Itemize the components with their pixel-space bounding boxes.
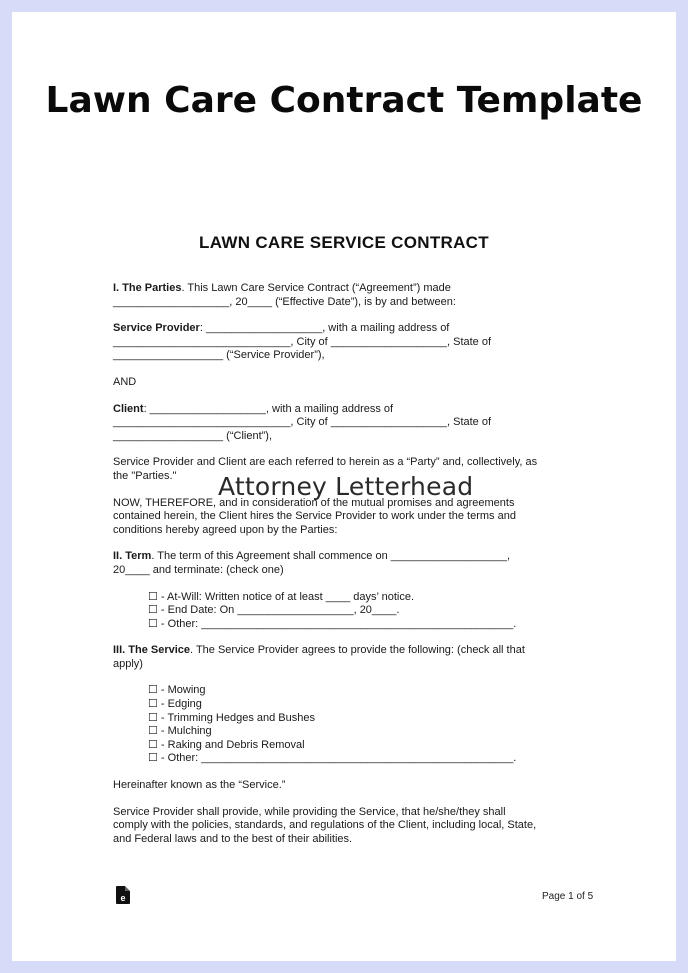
service-line2: apply) [113,657,143,670]
service-option-edging[interactable]: ☐ - Edging [148,698,202,711]
term-label: II. Term [113,550,152,563]
compliance-line1: Service Provider shall provide, while providing the Service, that he/she/they shall [113,805,506,818]
now-therefore-line3: conditions hereby agreed upon by the Parties: [113,523,338,536]
term-options [148,591,583,632]
compliance-section [113,806,583,847]
parties-section [113,282,583,309]
banner-title: Lawn Care Contract Template [45,80,643,121]
service-option-other[interactable]: ☐ - Other: ___________________________________________________. [148,752,517,765]
term-option-end-date[interactable]: ☐ - End Date: On ___________________, 20____. [148,604,400,617]
client-line2: _____________________________, City of ___________________, State of [113,416,492,429]
now-therefore [113,497,583,538]
client-section [113,403,583,444]
service-section [113,644,583,671]
compliance-line3: and Federal laws and to the best of their abilities. [113,832,353,845]
client-label: Client [113,402,144,415]
now-therefore-line1: NOW, THEREFORE, and in consideration of the mutual promises and agreements [113,496,515,509]
provider-section [113,322,583,363]
term-section [113,550,583,577]
page-number: Page 1 of 5 [542,891,594,902]
term-option-at-will[interactable]: ☐ - At-Will: Written notice of at least ____ days’ notice. [148,590,415,603]
provider-label: Service Provider [113,322,200,335]
service-option-mulching[interactable]: ☐ - Mulching [148,725,212,738]
attorney-letterhead-watermark: Attorney Letterhead [218,472,474,501]
service-label: III. The Service [113,644,191,657]
term-line2: 20____ and terminate: (check one) [113,563,284,576]
provider-line3: __________________ (“Service Provider”), [113,349,325,362]
party-ref-line2: the "Parties." [113,469,177,482]
parties-text: . This Lawn Care Service Contract (“Agreement”) made [181,282,451,294]
svg-text:e: e [120,893,126,903]
and-text: AND [113,375,137,388]
compliance-line2: comply with the policies, standards, and regulations of the Client, including local, State, [113,819,537,832]
service-option-raking[interactable]: ☐ - Raking and Debris Removal [148,738,305,751]
service-text: . The Service Provider agrees to provide the following: (check all that [190,644,525,657]
document-body [113,282,583,859]
parties-label: I. The Parties [113,282,182,294]
provider-line2: _____________________________, City of ___________________, State of [113,335,492,348]
document-e-icon [116,886,130,904]
parties-line2: ___________________, 20____ (“Effective Date”), is by and between: [113,295,456,308]
document-title: LAWN CARE SERVICE CONTRACT [199,233,489,252]
client-text: : ___________________, with a mailing address of [143,402,394,415]
term-text: . The term of this Agreement shall commence on ___________________, [151,550,511,563]
party-ref-line1: Service Provider and Client are each referred to herein as a “Party” and, collectively, as [113,456,538,469]
provider-text: : ___________________, with a mailing address of [199,322,450,335]
now-therefore-line2: contained herein, the Client hires the Service Provider to work under the terms and [113,510,516,523]
service-options [148,684,583,766]
service-option-trimming[interactable]: ☐ - Trimming Hedges and Bushes [148,711,315,724]
term-option-other[interactable]: ☐ - Other: ___________________________________________________. [148,617,517,630]
service-option-mowing[interactable]: ☐ - Mowing [148,684,206,697]
hereinafter-text: Hereinafter known as the “Service.” [113,779,286,792]
client-line3: __________________ (“Client”), [113,429,273,442]
